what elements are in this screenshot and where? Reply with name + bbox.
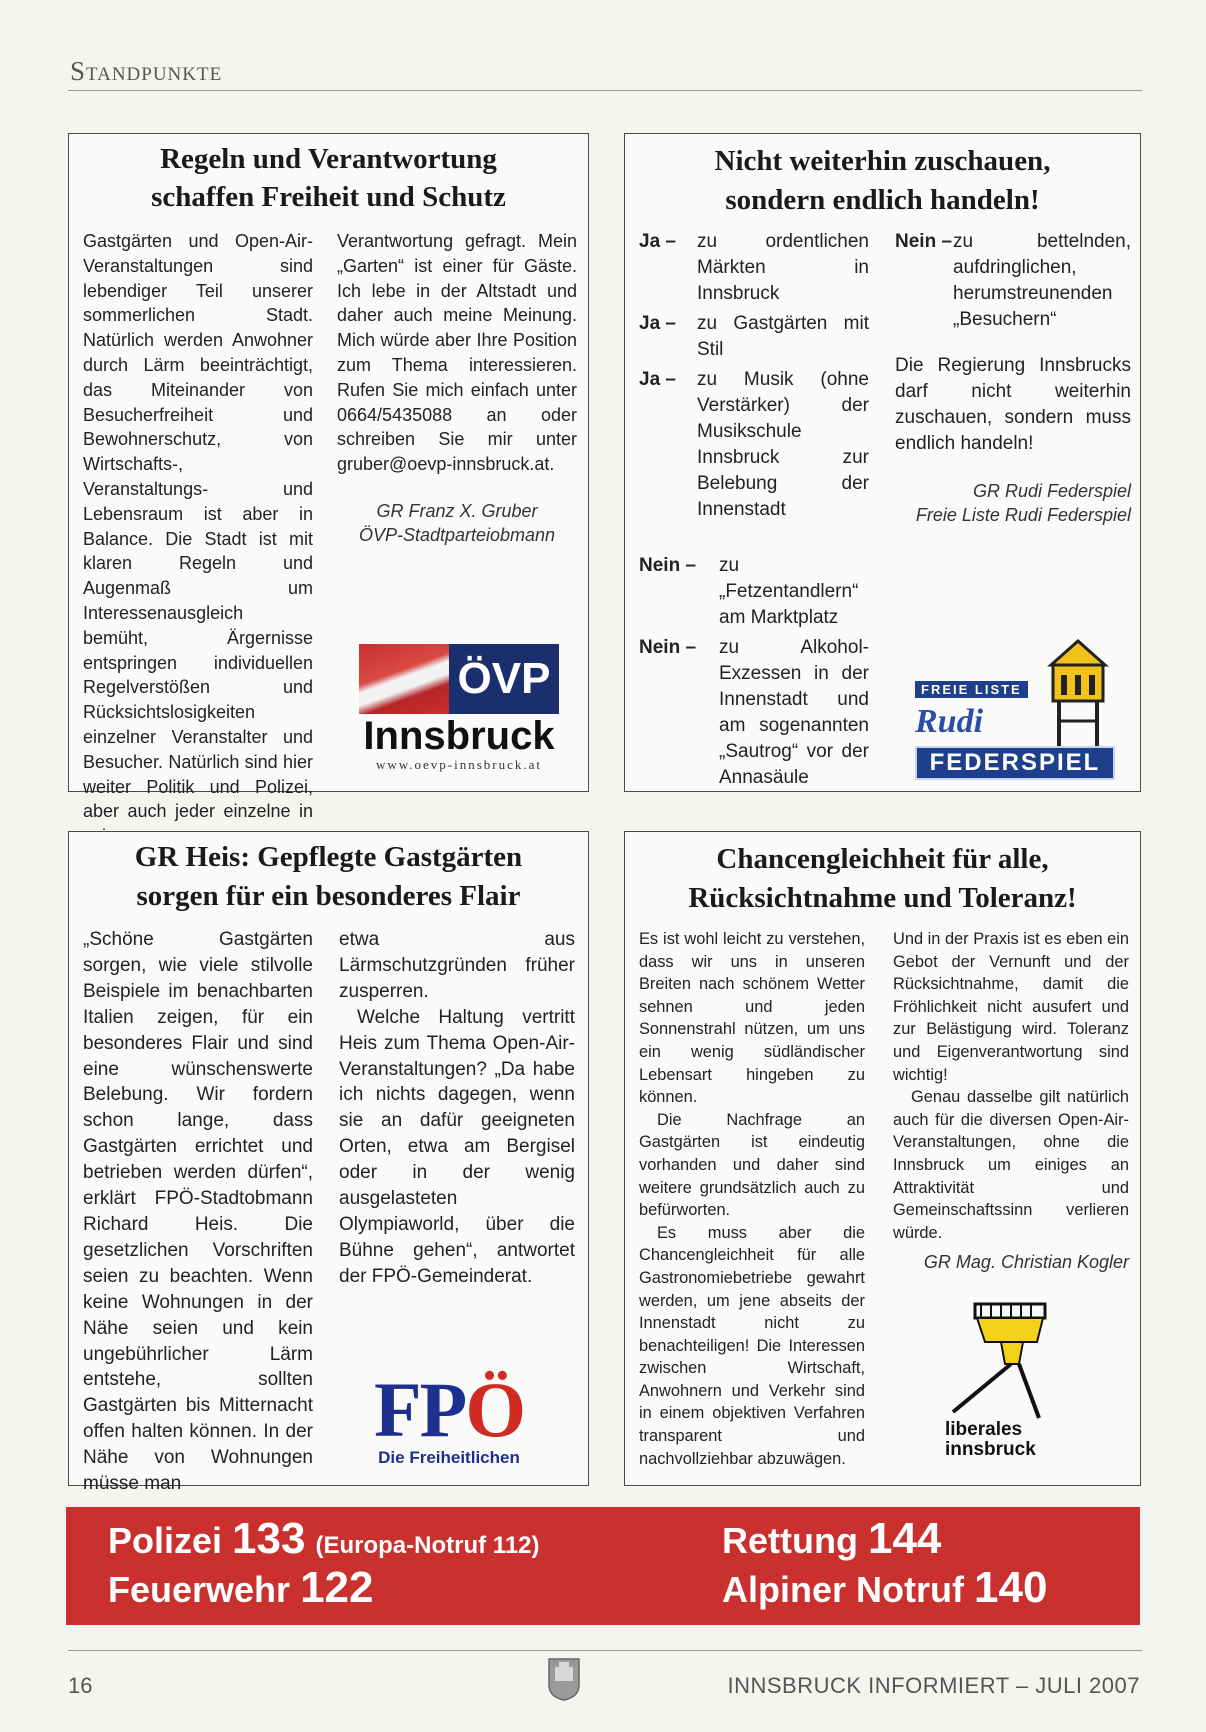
- alpine-number: 140: [974, 1563, 1048, 1612]
- list-item-key: Nein –: [639, 637, 697, 658]
- oevp-title-line1: Regeln und Verantwortung: [160, 143, 497, 175]
- fire-number: 122: [300, 1563, 374, 1612]
- freieliste-right-column: [895, 229, 1131, 527]
- police-number: 133: [232, 1514, 306, 1563]
- fpoe-logo-umlaut: Ö: [465, 1366, 524, 1453]
- oevp-article: [68, 133, 589, 822]
- emergency-numbers-bar: [66, 1507, 1140, 1625]
- police-label: Polizei: [108, 1520, 223, 1561]
- list-item-text: zu „Fetzentandlern“ am Marktplatz: [719, 555, 859, 628]
- liberale-col1b-text: Die Nachfrage an Gastgärten ist eindeutig vorhanden und daher sind weitere grundsätzlich auch zu befürworten.: [639, 1110, 865, 1220]
- oevp-title-line2: schaffen Freiheit und Schutz: [151, 181, 506, 213]
- page-number: 16: [68, 1673, 93, 1698]
- freieliste-signature: [895, 479, 1131, 527]
- oevp-logo: [359, 644, 559, 774]
- freieliste-statement: Die Regierung Innsbrucks darf nicht weiterhin zuschauen, sondern muss endlich handeln!: [895, 355, 1131, 454]
- fire-label: Feuerwehr: [108, 1569, 291, 1610]
- fpoe-logo-subtitle: Die Freiheitlichen: [378, 1448, 520, 1467]
- list-item-key: Nein –: [895, 231, 953, 252]
- oevp-logo-city: Innsbruck: [363, 714, 555, 758]
- oevp-sig-role: ÖVP-Stadtparteiobmann: [358, 524, 556, 545]
- oevp-logo-party: ÖVP: [449, 644, 559, 714]
- oevp-flag-graphic: [359, 644, 451, 714]
- list-item-text: zu Gastgärten mit Stil: [697, 313, 869, 360]
- rescue-line: [722, 1514, 942, 1563]
- freieliste-sig-name: GR Rudi Federspiel: [972, 481, 1131, 501]
- freieliste-title-line2: sondern endlich handeln!: [725, 184, 1040, 216]
- oevp-column-1: [83, 229, 313, 849]
- rescue-label: Rettung: [722, 1520, 858, 1561]
- liberale-title-line1: Chancengleichheit für alle,: [716, 843, 1049, 875]
- fpoe-col2b-text: Welche Haltung vertritt Heis zum Thema Open-Air-Veranstaltungen? „Da habe ich nichts dagegen, wenn sie an dafür geeigneten Orten, etwa am Bergisel oder in der wenig ausgelasteten Olympiaworld, über die Bühne gehen“, antwortet der FPÖ-Gemeinderat.: [339, 1006, 575, 1287]
- freieliste-logo: [915, 639, 1115, 774]
- euro-emergency-note: (Europa-Notruf 112): [315, 1532, 540, 1559]
- list-item: [895, 229, 1131, 333]
- fpoe-logo: [349, 1366, 549, 1467]
- liberale-sig-name: GR Mag. Christian Kogler: [923, 1252, 1129, 1273]
- section-title: Standpunkte: [70, 56, 223, 86]
- publication-title: INNSBRUCK INFORMIERT – JULI 2007: [727, 1673, 1140, 1698]
- list-item: [639, 229, 869, 307]
- freieliste-logo-tag: FREIE LISTE: [915, 681, 1028, 698]
- police-line: [108, 1514, 540, 1568]
- liberale-col1a-text: Es ist wohl leicht zu verstehen, dass wir uns in unseren Breiten nach schönem Wetter sehnen und jeden Sonnenstrahl nützen, um uns ein wenig südländischer Lebensart hingeben zu können.: [639, 930, 865, 1107]
- oevp-column-2: [337, 229, 577, 547]
- list-item: [639, 311, 869, 363]
- freieliste-sig-role: Freie Liste Rudi Federspiel: [915, 505, 1131, 525]
- list-item-key: Nein –: [639, 555, 697, 576]
- liberale-logo-line2: innsbruck: [945, 1439, 1036, 1460]
- oevp-logo-url: www.oevp-innsbruck.at: [375, 757, 543, 772]
- oevp-col2-text: Verantwortung gefragt. Mein „Garten“ ist einer für Gäste. Ich lebe in der Altstadt und daher auch meine Meinung. Mich würde aber Ihre Position zum Thema interessieren. Rufen Sie mich einfach unter 0664/5435088 an oder schreiben Sie mir unter gruber@oevp-innsbruck.at.: [337, 231, 577, 475]
- fpoe-logo-mark: FPÖ: [374, 1366, 524, 1453]
- list-item: [639, 367, 869, 523]
- liberale-title-line2: Rücksichtnahme und Toleranz!: [688, 882, 1077, 914]
- liberale-logo-line1: liberales: [945, 1419, 1023, 1440]
- bottom-divider: [68, 1650, 1142, 1651]
- liberale-col2b-text: Genau dasselbe gilt natürlich auch für die diversen Open-Air-Veranstaltungen, ohne die Innsbruck um einiges an Attraktivität und Gemeinschaftssinn verlieren würde.: [893, 1088, 1129, 1242]
- liberale-logo-text: [945, 1420, 1055, 1460]
- freieliste-title-line1: Nicht weiterhin zuschauen,: [714, 145, 1051, 177]
- alpine-label: Alpiner Notruf: [722, 1569, 964, 1610]
- fpoe-title-line2: sorgen für ein besonderes Flair: [136, 880, 521, 912]
- liberale-column-1: [639, 928, 865, 1470]
- oevp-col1-text: Gastgärten und Open-Air-Veranstaltungen sind lebendiger Teil unserer sommerlichen Stadt. Natürlich werden Anwohner durch Lärm beeinträchtigt, das Miteinander von Besucherfreiheit und Bewohnerschutz, von Wirtschafts-, Veranstaltungs- und Lebensraum ist aber in Balance. Die Stadt ist mit klaren Regeln und Augenmaß um Interessenausgleich bemüht, Ärgernisse entspringen individuellen Regelverstößen und Rücksichtslosigkeiten einzelner Veranstalter und Besucher. Natürlich sind hier weiter Politik und Polizei, aber auch jeder einzelne in: [83, 231, 313, 822]
- fpoe-column-2: [339, 927, 575, 1290]
- fpoe-article: [68, 831, 589, 1495]
- liberale-column-2: [893, 928, 1129, 1274]
- fpoe-column-1: [83, 927, 313, 1497]
- oevp-sig-name: GR Franz X. Gruber: [376, 500, 538, 521]
- list-item: [639, 635, 869, 791]
- liberale-col2a-text: Und in der Praxis ist es eben ein Gebot der Vernunft und der Rücksichtnahme, damit die Fröhlichkeit nicht ausufert und zur Belästigung wird. Toleranz und Eigenverantwortung sind wichtig!: [893, 930, 1129, 1084]
- liberale-col1c-text: Es muss aber die Chancengleichheit für alle Gastronomiebetriebe gewahrt werden, um jene abseits der Innenstadt nicht zu benachteiligen! Die Interessen zwischen Wirtschaft, Anwohnern und Verkehr sind in einem objektiven Verfahren transparent und nachvollziehbar abzuwägen.: [639, 1223, 865, 1468]
- liberale-article: [624, 831, 1141, 1486]
- oevp-signature: [337, 499, 577, 547]
- list-item-text: zu ordentlichen Märkten in Innsbruck: [697, 231, 869, 304]
- fpoe-col1-text: „Schöne Gastgärten sorgen, wie viele stilvolle Beispiele im benachbarten Italien zeigen, für ein besonderes Flair und sind eine wünschenswerte Belebung. Wir fordern schon lange, dass Gastgärten errichtet und betrieben werden dürfen“, erklärt FPÖ-Stadtobmann Richard Heis. Die gesetzlichen Vorschriften seien zu beachten. Wenn keine Wohnungen in der Nähe seien und kein ungebührlicher Lärm entstehe, sollten Gastgärten bis Mitternacht offen halten können. In der Nähe von Wohnungen müsse man: [83, 929, 313, 1495]
- tower-icon: [1043, 639, 1113, 751]
- list-item-text: zu Musik (ohne Verstärker) der Musikschule Innsbruck zur Belebung der Innenstadt: [697, 369, 869, 520]
- bergisel-tower-icon: [945, 1302, 1055, 1420]
- fpoe-col2a-text: etwa aus Lärmschutzgründen früher zusperren.: [339, 929, 575, 1002]
- list-item-key: Ja –: [639, 369, 676, 390]
- list-item-text: zu bettelnden, aufdringlichen, herumstreunenden „Besuchern“: [953, 231, 1131, 330]
- fpoe-title-line1: GR Heis: Gepflegte Gastgärten: [134, 841, 523, 873]
- list-item-key: Ja –: [639, 313, 676, 334]
- freieliste-logo-name: FEDERSPIEL: [915, 746, 1115, 780]
- freieliste-article: [624, 133, 1141, 792]
- alpine-line: [722, 1563, 1048, 1612]
- city-crest-icon: [547, 1657, 581, 1701]
- list-item-key: Ja –: [639, 231, 676, 252]
- rescue-number: 144: [867, 1514, 942, 1563]
- freieliste-logo-signature: Rudi: [915, 703, 984, 740]
- freieliste-list: [639, 229, 869, 795]
- top-divider: [68, 90, 1142, 91]
- liberale-logo: [945, 1302, 1055, 1472]
- fire-line: [108, 1563, 374, 1612]
- list-item-text: zu Alkohol-Exzessen in der Innenstadt und am sogenannten „Sautrog“ vor der Annasäule: [719, 637, 869, 788]
- list-item: [639, 553, 869, 631]
